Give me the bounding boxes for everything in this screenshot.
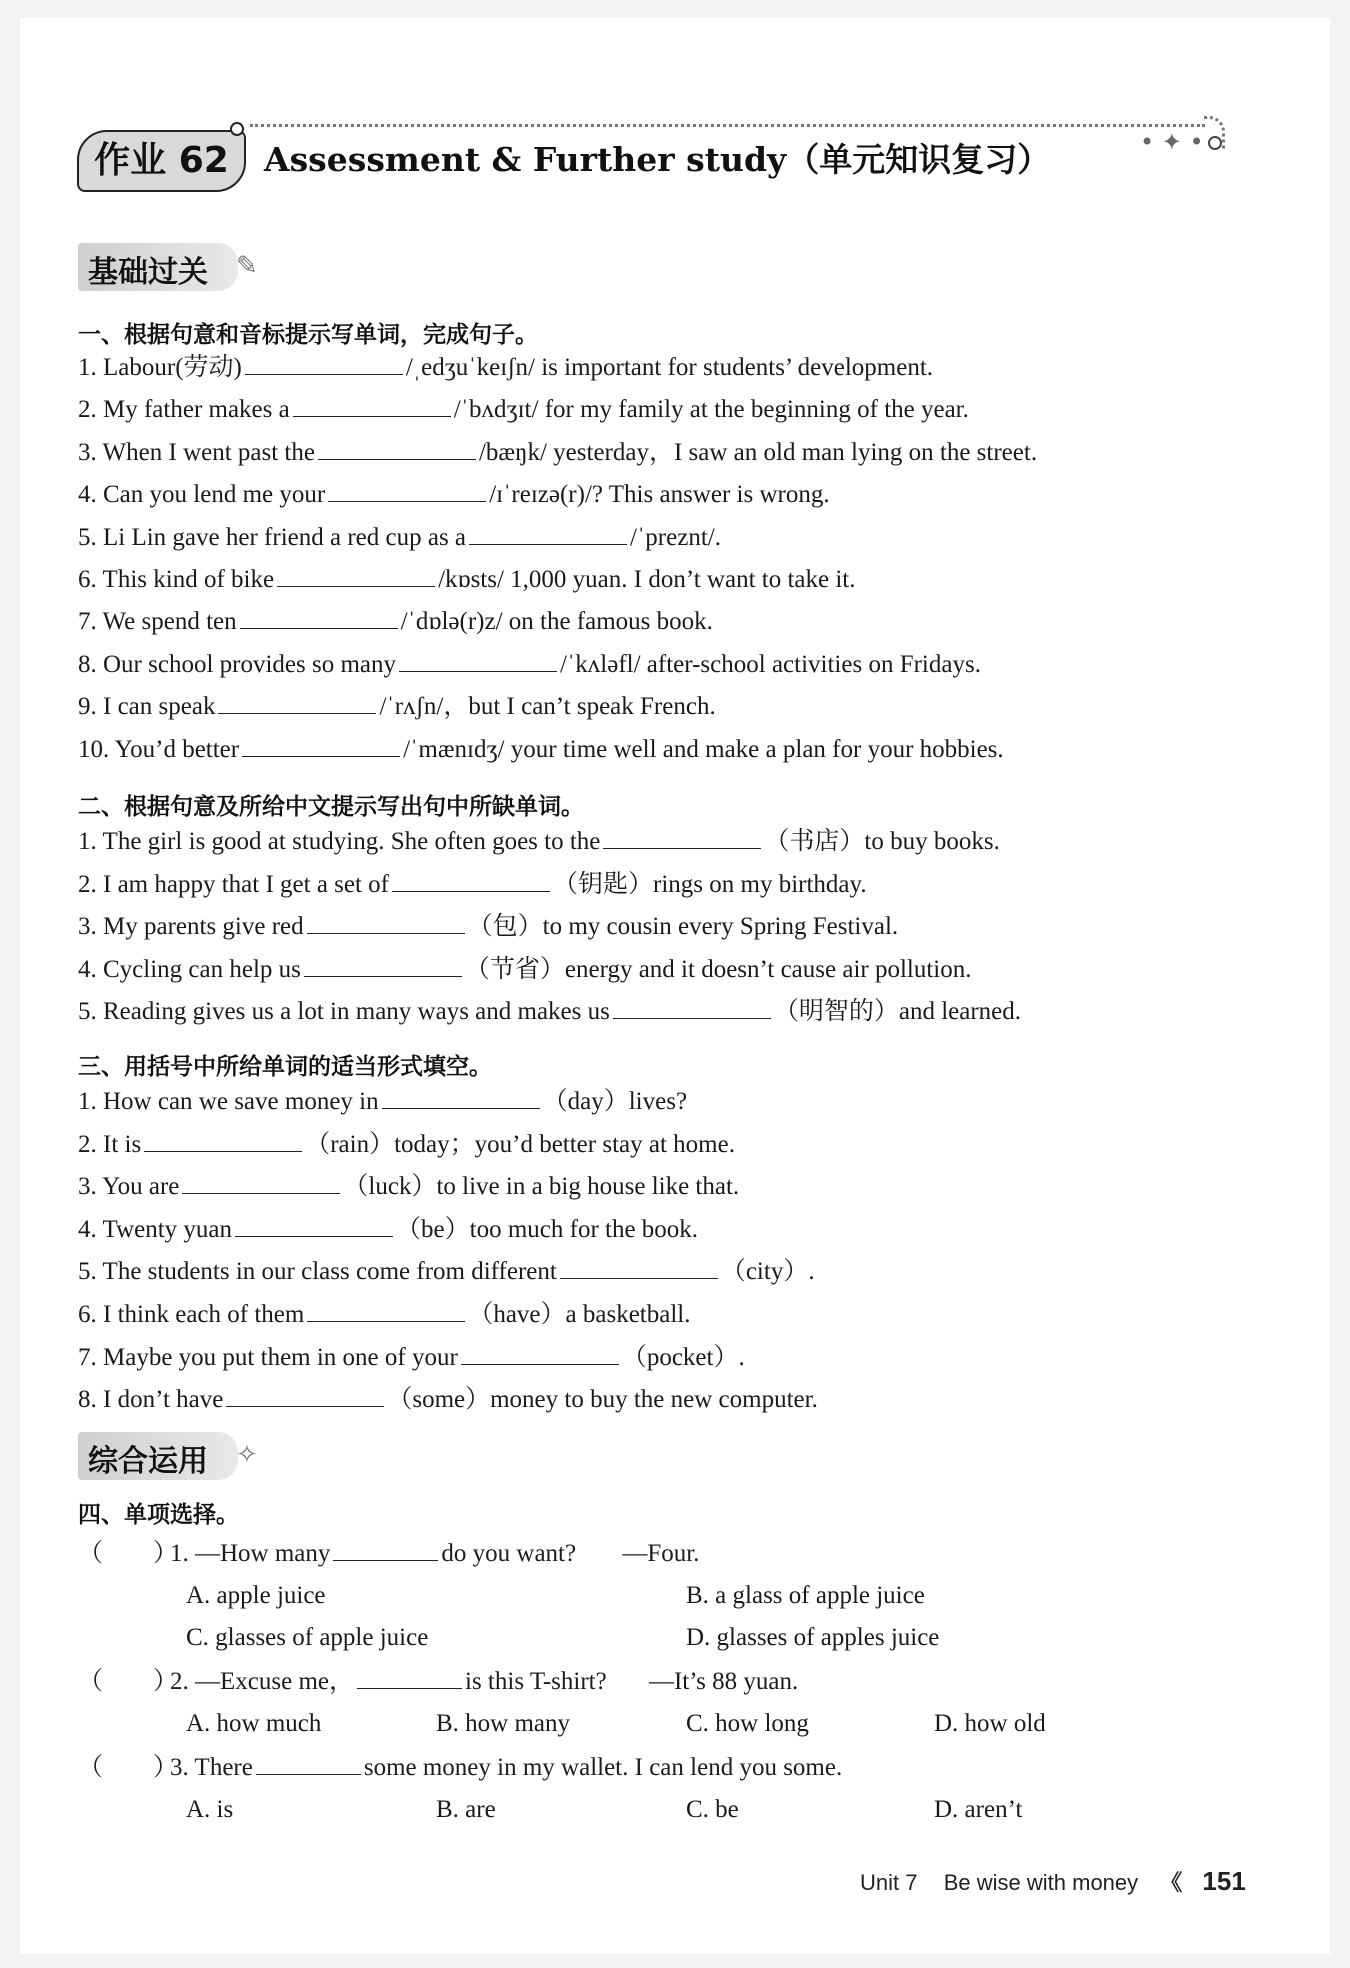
- answer-blank[interactable]: [144, 1129, 302, 1152]
- mc-question-3: [78, 1752, 842, 1784]
- answer-paren[interactable]: （ ）: [78, 1668, 179, 1695]
- answer-blank[interactable]: [333, 1538, 438, 1561]
- question-prefix: 5. The students in our class come from different: [78, 1258, 557, 1286]
- unit-label: Unit 7: [860, 1870, 918, 1895]
- answer-blank[interactable]: [182, 1171, 340, 1194]
- question-row: [78, 1256, 815, 1288]
- section2-title: 二、根据句意及所给中文提示写出句中所缺单词。: [78, 794, 584, 820]
- question-suffix: /ˈkʌləfl/ after-school activities on Fridays.: [560, 650, 981, 678]
- question-suffix: （some）money to buy the new computer.: [387, 1386, 818, 1414]
- page-number: 151: [1202, 1866, 1246, 1896]
- answer-blank[interactable]: [218, 691, 376, 714]
- question-row: [78, 522, 721, 554]
- answer-blank[interactable]: [277, 564, 435, 587]
- question-prefix: 9. I can speak: [78, 693, 216, 721]
- dotted-line-decoration: [250, 124, 1205, 127]
- banner-label: 综合运用: [88, 1444, 208, 1479]
- question-prefix: 2. I am happy that I get a set of: [78, 870, 390, 898]
- question-suffix: /bæŋk/ yesterday，I saw an old man lying on the street.: [478, 438, 1038, 466]
- question-text: 1. —How many: [170, 1540, 331, 1567]
- star-icon: ✧: [236, 1440, 258, 1470]
- mc-question-2: [78, 1666, 798, 1698]
- question-prefix: 1. How can we save money in: [78, 1088, 379, 1115]
- dialogue-answer: —It’s 88 yuan.: [648, 1668, 799, 1695]
- option-b[interactable]: B. how many: [436, 1710, 571, 1737]
- question-prefix: 5. Li Lin gave her friend a red cup as a: [78, 523, 467, 551]
- question-prefix: 3. When I went past the: [78, 438, 315, 466]
- question-suffix: （city）.: [720, 1258, 815, 1286]
- question-suffix: /ˈbʌdʒɪt/ for my family at the beginning of the year.: [453, 396, 969, 424]
- question-row: [78, 996, 1021, 1028]
- question-prefix: 7. We spend ten: [78, 608, 237, 636]
- answer-blank[interactable]: [399, 649, 557, 672]
- unit-title: Be wise with money: [943, 1870, 1139, 1895]
- dialogue-answer: —Four.: [622, 1540, 700, 1567]
- question-suffix: （luck）to live in a big house like that.: [343, 1173, 740, 1201]
- option-b[interactable]: B. are: [436, 1796, 496, 1823]
- answer-blank[interactable]: [603, 826, 761, 849]
- question-row: [78, 911, 898, 943]
- answer-paren[interactable]: （ ）: [78, 1754, 179, 1781]
- question-suffix: （be）too much for the book.: [396, 1215, 699, 1243]
- question-prefix: 6. I think each of them: [78, 1301, 305, 1328]
- option-c[interactable]: C. glasses of apple juice: [186, 1624, 429, 1651]
- answer-blank[interactable]: [242, 734, 400, 757]
- page-footer: [860, 1866, 1246, 1897]
- answer-blank[interactable]: [307, 911, 465, 934]
- answer-blank[interactable]: [226, 1384, 384, 1407]
- question-prefix: 2. It is: [78, 1130, 142, 1158]
- question-suffix: （包）to my cousin every Spring Festival.: [467, 913, 899, 940]
- option-d[interactable]: D. how old: [934, 1710, 1046, 1737]
- question-suffix: /ˈmænɪdʒ/ your time well and make a plan for your hobbies.: [403, 735, 1004, 763]
- page-title: Assessment & Further study（单元知识复习）: [264, 140, 1051, 179]
- question-row: [78, 1214, 698, 1246]
- answer-blank[interactable]: [293, 394, 451, 417]
- question-prefix: 4. Cycling can help us: [78, 955, 301, 983]
- section1-title: 一、根据句意和音标提示写单词，完成句子。: [78, 322, 538, 348]
- question-prefix: 4. Twenty yuan: [78, 1215, 233, 1243]
- question-row: [78, 1129, 735, 1161]
- answer-blank[interactable]: [382, 1086, 540, 1109]
- question-text: do you want?: [441, 1540, 577, 1567]
- question-row: [78, 649, 981, 681]
- answer-blank[interactable]: [245, 352, 403, 375]
- question-suffix: （rain）today；you’d better stay at home.: [305, 1130, 735, 1158]
- answer-paren[interactable]: （ ）: [78, 1540, 179, 1567]
- option-b[interactable]: B. a glass of apple juice: [686, 1582, 925, 1609]
- question-prefix: 10. You’d better: [78, 735, 240, 763]
- question-row: [78, 954, 972, 986]
- question-text: 3. There: [170, 1754, 253, 1781]
- question-suffix: /ˈpreznt/.: [630, 523, 721, 551]
- badge-circle-decoration: [230, 122, 244, 136]
- answer-blank[interactable]: [328, 479, 486, 502]
- question-suffix: （明智的）and learned.: [773, 998, 1022, 1025]
- answer-blank[interactable]: [235, 1214, 393, 1237]
- question-row: [78, 437, 1037, 469]
- answer-blank[interactable]: [307, 1299, 465, 1322]
- question-suffix: （have）a basketball.: [468, 1301, 691, 1328]
- question-prefix: 6. This kind of bike: [78, 566, 275, 593]
- question-row: [78, 352, 933, 384]
- question-row: [78, 564, 856, 596]
- question-prefix: 5. Reading gives us a lot in many ways and makes us: [78, 998, 610, 1025]
- question-row: [78, 606, 713, 638]
- question-text: 2. —Excuse me，: [170, 1668, 354, 1695]
- option-a[interactable]: A. apple juice: [186, 1582, 326, 1609]
- question-prefix: 7. Maybe you put them in one of your: [78, 1343, 458, 1371]
- question-row: [78, 394, 969, 426]
- banner-label: 基础过关: [88, 255, 208, 290]
- question-row: [78, 1384, 818, 1416]
- question-prefix: 8. I don’t have: [78, 1386, 224, 1414]
- option-c[interactable]: C. be: [686, 1796, 739, 1823]
- answer-blank[interactable]: [461, 1342, 619, 1365]
- answer-blank[interactable]: [304, 954, 462, 977]
- sparkle-icon: • ✦ •: [1140, 128, 1204, 156]
- option-c[interactable]: C. how long: [686, 1710, 809, 1737]
- homework-number-badge: 作业 62: [77, 130, 246, 192]
- question-prefix: 4. Can you lend me your: [78, 481, 326, 509]
- question-row: [78, 1086, 687, 1118]
- worksheet-page: [20, 18, 1330, 1954]
- option-d[interactable]: D. glasses of apples juice: [686, 1624, 940, 1651]
- question-row: [78, 1342, 745, 1374]
- question-suffix: （书店）to buy books.: [764, 828, 1000, 855]
- question-row: [78, 479, 830, 511]
- question-row: [78, 734, 1004, 766]
- double-chevron-icon: 《: [1160, 1870, 1183, 1895]
- question-prefix: 1. The girl is good at studying. She often goes to the: [78, 828, 601, 855]
- question-suffix: （day）lives?: [542, 1088, 688, 1115]
- question-text: some money in my wallet. I can lend you some.: [363, 1754, 843, 1781]
- ring-icon: [1208, 136, 1222, 150]
- answer-blank[interactable]: [318, 437, 476, 460]
- answer-blank[interactable]: [469, 522, 627, 545]
- question-suffix: （pocket）.: [621, 1343, 745, 1371]
- page-header: [52, 110, 1232, 200]
- pencil-icon: ✎: [236, 251, 258, 281]
- question-suffix: /kɒsts/ 1,000 yuan. I don’t want to take it.: [438, 566, 856, 593]
- question-suffix: /ˈdɒlə(r)z/ on the famous book.: [400, 608, 713, 636]
- question-prefix: 3. You are: [78, 1173, 180, 1201]
- answer-blank[interactable]: [357, 1666, 462, 1689]
- question-row: [78, 869, 867, 901]
- question-prefix: 8. Our school provides so many: [78, 650, 397, 678]
- question-row: [78, 1299, 690, 1331]
- section3-title: 三、用括号中所给单词的适当形式填空。: [78, 1054, 492, 1080]
- question-row: [78, 1171, 739, 1203]
- option-d[interactable]: D. aren’t: [934, 1796, 1023, 1823]
- question-row: [78, 691, 716, 723]
- question-row: [78, 826, 1000, 858]
- question-suffix: /ˌedʒuˈkeɪʃn/ is important for students’ development.: [405, 354, 934, 381]
- option-a[interactable]: A. how much: [186, 1710, 322, 1737]
- answer-blank[interactable]: [256, 1752, 361, 1775]
- answer-blank[interactable]: [560, 1256, 718, 1279]
- option-a[interactable]: A. is: [186, 1796, 234, 1823]
- question-prefix: 2. My father makes a: [78, 396, 290, 424]
- question-suffix: /ˈrʌʃn/，but I can’t speak French.: [379, 693, 716, 721]
- question-text: is this T-shirt?: [465, 1668, 607, 1695]
- question-suffix: /ɪˈreɪzə(r)/? This answer is wrong.: [489, 481, 830, 509]
- question-suffix: （节省）energy and it doesn’t cause air pollution.: [464, 955, 972, 983]
- section4-title: 四、单项选择。: [78, 1502, 239, 1528]
- question-prefix: 3. My parents give red: [78, 913, 304, 940]
- question-prefix: 1. Labour(劳动): [78, 354, 242, 381]
- question-suffix: （钥匙）rings on my birthday.: [553, 870, 867, 898]
- answer-blank[interactable]: [613, 996, 771, 1019]
- answer-blank[interactable]: [240, 606, 398, 629]
- mc-question-1: [78, 1538, 699, 1570]
- answer-blank[interactable]: [392, 869, 550, 892]
